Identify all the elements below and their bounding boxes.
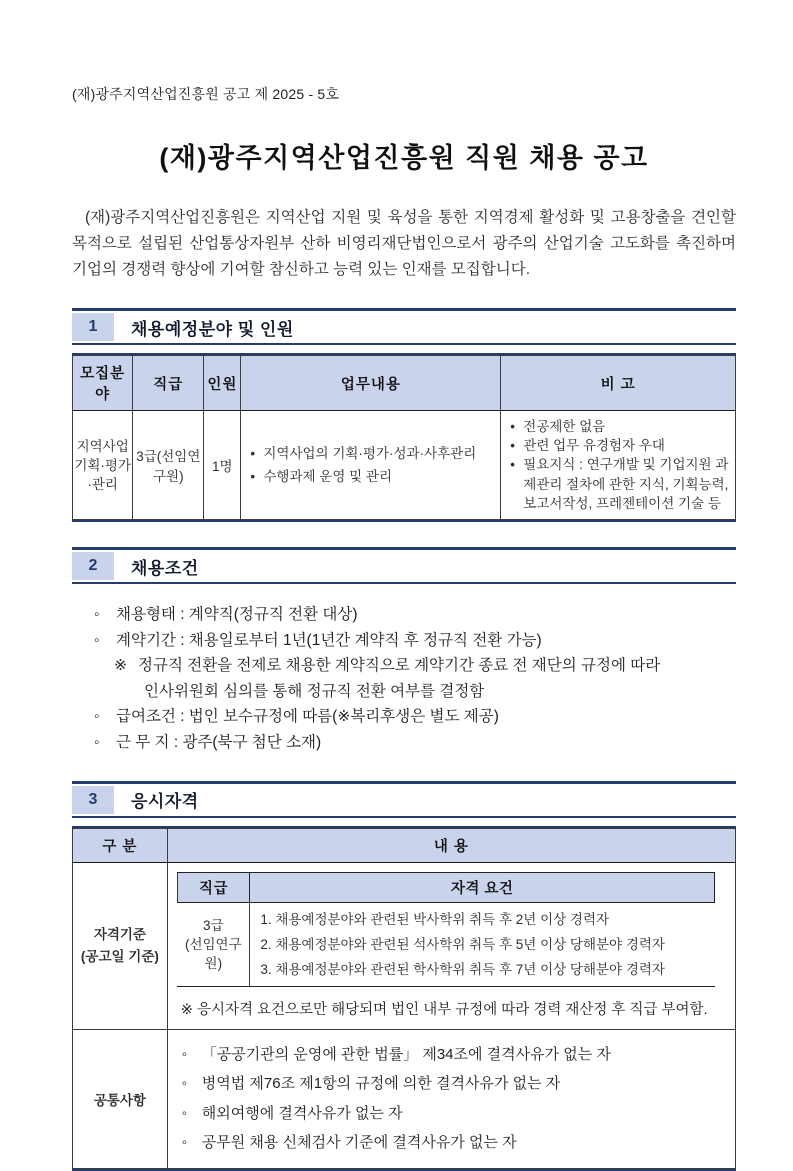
eligibility-table [72, 828, 736, 1169]
recruit-table-wrapper [72, 353, 736, 522]
condition-line: ◦ 채용형태 : 계약직(정규직 전환 대상) [94, 602, 736, 628]
bullet-icon: • [510, 457, 516, 473]
grade-requirements-row [177, 902, 714, 986]
doc-number: (재)광주지역산업진흥원 공고 제 2025 - 5호 [72, 86, 340, 102]
bullet-icon: • [250, 446, 256, 461]
criteria-note: ※ 응시자격 요건으로만 해당되며 법인 내부 규정에 따라 경력 재산정 후 직급 부여함. [180, 1001, 708, 1018]
section-3-number-badge: 3 [72, 786, 114, 814]
recruit-table [72, 355, 736, 520]
common-requirements-row [73, 1029, 736, 1168]
cell-remarks: • 전공제한 없음 • 관련 업무 유경험자 우대 • 필요지식 : 연구개발 및 기업지원 과제관리 절차에 관한 지식, 기획능력, 보고서작성, 프레젠테이션 기술 등 [501, 411, 736, 520]
column-header-content: 내 용 [167, 828, 735, 862]
section-2-title: 채용조건 [131, 558, 199, 578]
circle-bullet-icon: ◦ [181, 1104, 188, 1122]
criteria-content [167, 862, 735, 1029]
bullet-icon: • [250, 469, 256, 484]
bullet-icon: • [510, 419, 516, 434]
condition-note-line: ※ 정규직 전환을 전제로 채용한 계약직으로 계약기간 종료 전 재단의 규정에 따라 [94, 653, 736, 679]
column-header-duty: 업무내용 [241, 356, 501, 411]
circle-bullet-icon: ◦ [181, 1075, 188, 1093]
condition-line: ◦ 근 무 지 : 광주(북구 첨단 소재) [94, 730, 736, 756]
inner-cell-grade: 3급 (선임연구원) [177, 902, 250, 986]
inner-cell-requirements: 1. 채용예정분야와 관련된 박사학위 취득 후 2년 이상 경력자 2. 채용예정분야와 관련된 석사학위 취득 후 5년 이상 당해분야 경력자 3. 채용예정분야와 관련된 학사학위 취득 후 7년 이상 당해분야 경력자 [250, 902, 715, 986]
section-2-number-badge: 2 [72, 552, 114, 580]
eligibility-table-wrapper [72, 826, 736, 1171]
reference-mark-icon: ※ [114, 657, 127, 675]
circle-bullet-icon: ◦ [94, 631, 100, 649]
section-3-title: 응시자격 [131, 792, 199, 812]
condition-note-continuation: 인사위원회 심의를 통해 정규직 전환 여부를 결정함 [144, 682, 485, 700]
column-header-count: 인원 [204, 356, 241, 411]
section-3-header [72, 781, 736, 818]
bullet-icon: • [510, 438, 516, 454]
recruit-table-row [73, 411, 736, 520]
conditions-list [72, 602, 736, 756]
cell-duties: • 지역사업의 기획·평가·성과·사후관리 • 수행과제 운영 및 관리 [241, 411, 501, 520]
circle-bullet-icon: ◦ [181, 1045, 188, 1063]
section-1-number-badge: 1 [72, 313, 114, 341]
section-1-header [72, 308, 736, 345]
inner-column-header-grade: 직급 [177, 872, 250, 902]
common-content: ◦ 「공공기관의 운영에 관한 법률」 제34조에 결격사유가 없는 자 ◦ 병역법 제76조 제1항의 규정에 의한 결격사유가 없는 자 ◦ 해외여행에 결격사유가 없는 자 ◦ 공무원 채용 신체검사 기준에 결격사유가 없는 자 [167, 1029, 735, 1168]
cell-field: 지역사업 기획·평가 ·관리 [73, 411, 133, 520]
column-header-field: 모집분야 [73, 356, 133, 411]
condition-line: ◦ 계약기간 : 채용일로부터 1년(1년간 계약직 후 정규직 전환 가능) [94, 628, 736, 654]
column-header-grade: 직급 [133, 356, 204, 411]
circle-bullet-icon: ◦ [94, 733, 100, 751]
circle-bullet-icon: ◦ [94, 708, 100, 726]
criteria-row [73, 862, 736, 1029]
circle-bullet-icon: ◦ [181, 1134, 188, 1152]
column-header-category: 구 분 [73, 828, 168, 862]
column-header-remark: 비 고 [501, 356, 736, 411]
cell-count: 1명 [204, 411, 241, 520]
circle-bullet-icon: ◦ [94, 606, 100, 624]
condition-line: ◦ 급여조건 : 법인 보수규정에 따름(※복리후생은 별도 제공) [94, 704, 736, 730]
grade-requirements-table [177, 872, 715, 987]
recruit-table-header-row [73, 356, 736, 411]
section-2-header [72, 547, 736, 584]
common-label: 공통사항 [73, 1029, 168, 1168]
section-1-title: 채용예정분야 및 인원 [131, 319, 294, 339]
criteria-label: 자격기준 (공고일 기준) [73, 862, 168, 1029]
intro-paragraph: (재)광주지역산업진흥원은 지역산업 지원 및 육성을 통한 지역경제 활성화 및 고용창출을 견인할 목적으로 설립된 산업통상자원부 산하 비영리재단법인으로서 광주의 산업기술 고도화를 촉진하며 기업의 경쟁력 향상에 기여할 참신하고 능력 있는 인재를 모집합니다. [72, 209, 736, 278]
eligibility-table-header-row [73, 828, 736, 862]
page-title: (재)광주지역산업진흥원 직원 채용 공고 [159, 143, 649, 173]
inner-column-header-requirements: 자격 요건 [250, 872, 715, 902]
cell-grade: 3급(선임연구원) [133, 411, 204, 520]
